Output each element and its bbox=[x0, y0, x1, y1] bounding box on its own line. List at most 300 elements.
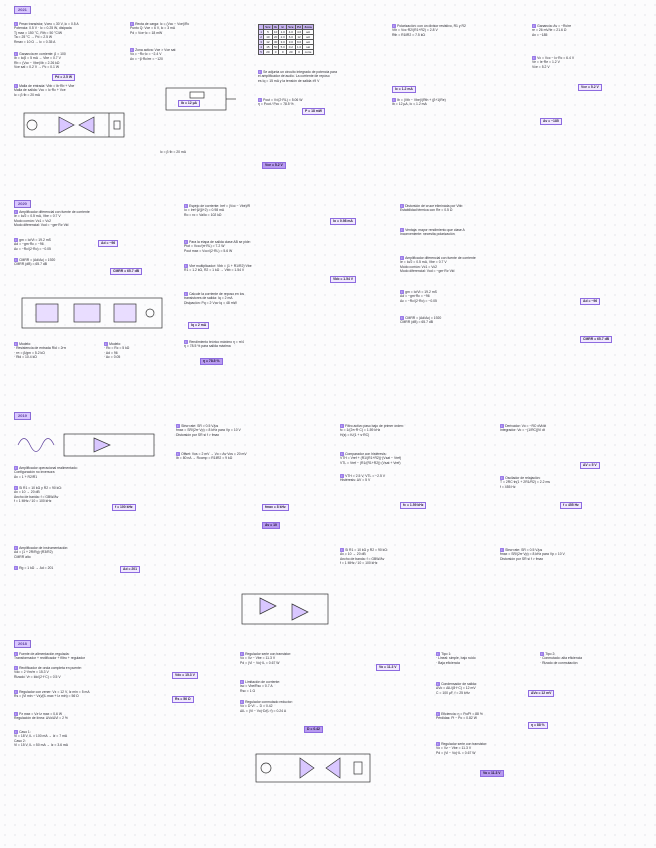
text-line-content: · Lineal: simple, bajo ruido bbox=[436, 656, 476, 661]
s3-result-box-2: f = 100 kHz bbox=[112, 504, 136, 511]
text-line-content: · Conmutado: alta eficiencia bbox=[540, 656, 583, 661]
s4-block-4 bbox=[14, 712, 224, 721]
table-header-cell: Ib bbox=[272, 25, 279, 30]
s2-result-box-6: Iq = 2 mA bbox=[188, 322, 209, 329]
text-line bbox=[532, 65, 644, 69]
table-cell: 0 bbox=[295, 50, 303, 55]
text-line-content: Histéresis: ΔV = 5 V bbox=[340, 478, 371, 483]
text-line-content: Malla de entrada: Vbb = Ib·Rb + Vbe bbox=[19, 84, 75, 88]
text-line-content: es Iq = 15 mA y la tensión de salida ±9 V bbox=[258, 78, 320, 83]
item-number-marker: • bbox=[541, 652, 543, 656]
table-header-cell: Pd bbox=[297, 25, 301, 29]
text-line-content: Caso 1: bbox=[19, 730, 31, 734]
text-line bbox=[184, 344, 384, 348]
text-line-content: Rizado: Vr = Idc/(2·f·C) = 0.5 V bbox=[14, 674, 61, 679]
text-line-content: Vbe multiplicador: Vbb = (1 + R1/R2)·Vbe bbox=[189, 264, 252, 268]
table-cell: 6.0 bbox=[287, 35, 296, 40]
text-line-content: gm = Ic/Vt = 19.2 mS bbox=[405, 290, 437, 294]
text-line-content: Isc = Vbe/Rsc = 0.7 A bbox=[240, 684, 273, 689]
table-cell: 0 bbox=[279, 50, 287, 55]
table-cell: 1.0 bbox=[280, 30, 285, 34]
text-line-content: Recta de carga: Ic = (Vcc − Vce)/Rc bbox=[135, 22, 190, 26]
s2-block-2 bbox=[14, 238, 174, 251]
text-line-content: Ta = 25 °C → Pd = 2.5 W bbox=[14, 35, 53, 40]
text-line-content: Ac = −Rc/(2·Ro) = −0.05 bbox=[14, 246, 51, 251]
text-line bbox=[14, 223, 174, 227]
text-line-content: · Resistencia de entrada Rid = 2rπ bbox=[14, 346, 67, 351]
text-line-content: CMRR (dB) = 65.7 dB bbox=[14, 262, 48, 267]
s2-result-box-2b: CMRR = 65.7 dB bbox=[580, 336, 612, 343]
item-number-marker: • bbox=[241, 652, 243, 656]
text-line bbox=[340, 561, 490, 565]
text-line bbox=[436, 661, 526, 665]
s3-result-box-5: ΔV = 5 V bbox=[580, 462, 600, 469]
item-number-marker: • bbox=[15, 210, 17, 214]
s3-block-2 bbox=[14, 486, 164, 504]
table-cell: 2 bbox=[260, 35, 262, 39]
text-line bbox=[500, 557, 642, 561]
s2-block-2b bbox=[400, 290, 640, 303]
text-line-content: Distorsión de cruce eliminada por Vbb bbox=[405, 204, 463, 208]
text-line-content: fmax = SR/(2π·Vp) = 8 kHz para Vp = 10 V bbox=[176, 428, 241, 433]
text-line-content: · Rizado de conmutación bbox=[540, 660, 578, 665]
text-line-content: Vce sat = 0.2 V → Pc = 0.1 W bbox=[14, 65, 60, 70]
text-line-content: Ad = (1 + 2R/Rg)·(R3/R2) bbox=[14, 550, 53, 555]
text-line bbox=[184, 213, 384, 217]
text-line-content: Rsc = 1 Ω bbox=[240, 688, 256, 693]
text-line-content: Regulación de línea: ΔVo/ΔVi = 2 % bbox=[14, 716, 68, 721]
text-line bbox=[240, 709, 420, 713]
s3-block-2b bbox=[340, 548, 490, 566]
text-line-content: ΔIL = (Vi − Vo)·D/(L·f) = 0.24 A bbox=[240, 708, 287, 713]
table-cell: 5 bbox=[264, 30, 273, 35]
text-line-content: Modo común: Vc1 = Vc2 bbox=[400, 264, 438, 269]
table-cell: 50 bbox=[273, 45, 278, 49]
text-line-content: Rg = 1 kΩ → Ad = 201 bbox=[19, 566, 54, 570]
text-line bbox=[104, 355, 179, 359]
item-number-marker: • bbox=[15, 52, 17, 56]
table-cell: 0 bbox=[272, 50, 279, 55]
text-line bbox=[340, 461, 490, 465]
item-number-marker: • bbox=[341, 424, 343, 428]
item-number-marker: • bbox=[185, 264, 187, 268]
item-number-marker: • bbox=[533, 24, 535, 28]
s1-block-3 bbox=[14, 84, 126, 97]
item-number-marker: • bbox=[533, 56, 535, 60]
table-header-cell: Zona bbox=[304, 25, 312, 29]
item-number-marker: • bbox=[437, 682, 439, 686]
text-line-content: VTH = Vref + (R1/(R1+R2))·(Vsat − Vref) bbox=[340, 456, 402, 461]
item-number-marker: • bbox=[401, 228, 403, 232]
text-line-content: Fuente de alimentación regulada: bbox=[19, 652, 70, 656]
text-line-content: Inconveniente: necesita polarización bbox=[400, 232, 455, 237]
table-cell: corte bbox=[304, 50, 312, 54]
text-line-content: Regulador serie con transistor: bbox=[245, 652, 292, 656]
text-line-content: Pd = Vce·Ic = 18 mW bbox=[130, 30, 163, 35]
s1-eq-line bbox=[160, 150, 280, 154]
text-line-content: · Rid = 10.4 kΩ bbox=[14, 355, 37, 360]
item-number-marker: • bbox=[393, 98, 395, 102]
section-tag-2020: 2020 bbox=[14, 200, 31, 208]
table-cell: 1.0 bbox=[296, 45, 302, 49]
text-line-content: Potencia: 0.5 V · Ic = 0.25 W, disipada bbox=[14, 26, 72, 31]
table-cell: 3.0 bbox=[287, 40, 296, 45]
text-line bbox=[130, 31, 245, 35]
item-number-marker: • bbox=[501, 424, 503, 428]
s1-block-11 bbox=[532, 56, 644, 69]
text-line-content: Se adjunta un circuito integrado de potencia para bbox=[263, 70, 337, 74]
s4-final-box: Vo = 11.3 V bbox=[480, 770, 504, 777]
text-line-content: Av = 1 + R2/R1 bbox=[14, 474, 38, 479]
text-line-content: Filtro activo paso bajo de primer orden: bbox=[345, 424, 404, 428]
text-line-content: gm = Ic/Vt = 19.2 mS bbox=[19, 238, 51, 242]
table-cell: 20 bbox=[264, 50, 273, 55]
table-cell: 12 bbox=[264, 40, 273, 45]
item-number-marker: • bbox=[15, 22, 17, 26]
text-line-content: Condensador de salida: bbox=[441, 682, 477, 686]
text-line-content: Ptot = Vcc²/(π·RL) = 7.2 W bbox=[184, 244, 225, 249]
item-number-marker: • bbox=[185, 240, 187, 244]
text-line-content: Rs = (Vi min − Vz)/(IL max + Iz min) = 56 Ω bbox=[14, 694, 79, 699]
text-line-content: Ad = −gm·Rc = −96 bbox=[400, 294, 430, 299]
item-number-marker: • bbox=[401, 290, 403, 294]
item-number-marker: • bbox=[15, 666, 17, 670]
text-line-content: η = Pout / Pcc = 78.5 % bbox=[258, 102, 294, 107]
text-line-content: Disipación: Pq = 2·Vcc·Iq = 48 mW bbox=[184, 300, 237, 305]
text-line bbox=[258, 79, 383, 83]
text-line-content: Ganancia en corriente: β = 100 bbox=[19, 52, 66, 56]
s1-circuit-b bbox=[160, 84, 240, 116]
table-cell: 3 bbox=[260, 40, 262, 44]
s1-result-box-4: P = 18 mW bbox=[302, 108, 325, 115]
table-cell: 10 bbox=[273, 30, 278, 34]
text-line-content: Rectificador de onda completa en puente: bbox=[19, 666, 82, 670]
s2-result-box-2: CMRR = 65.7 dB bbox=[110, 268, 142, 275]
s2-block-7 bbox=[184, 240, 384, 253]
s3-circuit-inst bbox=[236, 590, 336, 630]
text-line-content: Vth = Vcc·R2/(R1+R2) = 2.8 V bbox=[392, 28, 438, 33]
text-line-content: Distorsión por SR si f > fmax bbox=[500, 556, 544, 561]
s2-block-1b bbox=[400, 256, 640, 274]
text-line bbox=[14, 355, 89, 359]
text-line-content: Ventaja: mayor rendimiento que clase A bbox=[405, 228, 465, 232]
text-line-content: Comparador con histéresis: bbox=[345, 452, 387, 456]
s2-block-8 bbox=[184, 264, 384, 273]
s2-block-4 bbox=[184, 204, 384, 217]
text-line-content: Amplificador de instrumentación: bbox=[19, 546, 69, 550]
s3-block-8 bbox=[500, 424, 642, 433]
s1-result-box-1: Vce = 5.2 V bbox=[578, 84, 602, 91]
text-line-content: Calcule la corriente de reposo en los bbox=[189, 292, 245, 296]
s4-circuit-reg bbox=[250, 748, 380, 790]
text-line-content: Vo = D·Vi → D = 0.42 bbox=[240, 704, 273, 709]
s4-block-8 bbox=[240, 700, 420, 713]
table-cell: 0.2 bbox=[287, 45, 296, 50]
table-cell: 20 bbox=[287, 50, 296, 55]
table-cell: 4 bbox=[260, 45, 262, 49]
text-line bbox=[14, 716, 224, 720]
s1-block-8 bbox=[392, 24, 522, 37]
table-cell: sat bbox=[303, 45, 314, 50]
s3-result-box-6: f = 455 Hz bbox=[560, 502, 582, 509]
s4-block-6b bbox=[436, 742, 642, 755]
table-cell: 10 bbox=[264, 35, 273, 40]
s1-block-9 bbox=[392, 98, 522, 107]
text-line-content: η = 78.5 % para salida máxima bbox=[184, 344, 231, 349]
text-line-content: Vdc = 2·Vm/π = 15.3 V bbox=[14, 670, 49, 675]
table-cell: 3.0 bbox=[280, 40, 285, 44]
text-line bbox=[14, 499, 164, 503]
text-line-content: fmax = SR/(2π·Vp) = 8 kHz para Vp = 10 V bbox=[500, 552, 565, 557]
s4-block-1 bbox=[14, 652, 224, 661]
text-line bbox=[436, 751, 642, 755]
text-line-content: Slew rate: SR = 0.5 V/µs bbox=[181, 424, 219, 428]
s3-block-7 bbox=[340, 474, 490, 483]
s2-block-10 bbox=[184, 340, 384, 349]
text-line bbox=[14, 475, 164, 479]
text-line bbox=[14, 656, 224, 660]
text-line-content: Eficiencia: η = Po/Pi = 88 % bbox=[441, 712, 483, 716]
text-line-content: Rth = R1‖R2 = 7.5 kΩ bbox=[392, 32, 425, 37]
table-cell: act bbox=[303, 35, 314, 40]
table-cell: 1 bbox=[260, 30, 262, 34]
item-number-marker: • bbox=[15, 84, 17, 88]
text-line-content: Offset: Vos = 2 mV → Vo = Av·Vos = 20 mV bbox=[181, 452, 247, 456]
text-line-content: Pd = (Vi − Vo)·IL = 0.67 W bbox=[240, 660, 280, 665]
s1-result-box-6: Pd = 2.5 W bbox=[52, 74, 75, 81]
item-number-marker: • bbox=[437, 742, 439, 746]
s2-result-box-5: η = 78.5 % bbox=[200, 358, 223, 365]
text-line bbox=[14, 566, 174, 570]
table-cell: 15 bbox=[264, 45, 273, 50]
text-line-content: Si R1 = 10 kΩ y R2 = 90 kΩ: bbox=[345, 548, 388, 552]
text-line-content: CMRR = |Ad/Ac| = 1920 bbox=[405, 316, 442, 320]
text-line-content: R1 = 1.2 kΩ, R2 = 1 kΩ → Vbb = 1.54 V bbox=[184, 268, 245, 273]
item-number-marker: • bbox=[393, 24, 395, 28]
s2-circuit-diff bbox=[14, 292, 174, 336]
text-line-content: Tipo 2: bbox=[545, 652, 556, 656]
text-line-content: Tipo 1: bbox=[441, 652, 452, 656]
item-number-marker: • bbox=[259, 70, 261, 74]
text-line bbox=[240, 689, 420, 693]
s1-block-2 bbox=[14, 52, 126, 70]
s4-block-10 bbox=[436, 652, 526, 665]
text-line-content: Ie = Io/2 = 0.5 mA, Vbe = 0.7 V bbox=[14, 214, 61, 219]
s1-block-6 bbox=[258, 70, 383, 83]
text-line-content: Espejo de corriente: Iref = (Vcc − Vbe)/R bbox=[189, 204, 251, 208]
text-line-content: Integrador: Vo = −(1/RC)∫Vi dt bbox=[500, 428, 545, 433]
s2-block-11 bbox=[400, 204, 640, 213]
text-line bbox=[392, 33, 522, 37]
text-line bbox=[532, 33, 644, 37]
item-number-marker: • bbox=[105, 342, 107, 346]
text-line bbox=[500, 485, 642, 489]
text-line-content: Rendimiento teórico máximo η = π/4 bbox=[189, 340, 244, 344]
text-line bbox=[176, 456, 326, 460]
text-line bbox=[184, 268, 384, 272]
table-cell: 5.0 bbox=[280, 45, 285, 49]
text-line bbox=[500, 428, 642, 432]
table-cell: 12 bbox=[295, 35, 303, 40]
s1-eq-text: Ic = β·Ib = 20 mA bbox=[160, 150, 187, 154]
text-line bbox=[14, 40, 126, 44]
s2-block-3 bbox=[14, 258, 174, 267]
text-line bbox=[340, 433, 490, 437]
table-cell: 30 bbox=[273, 40, 278, 44]
item-number-marker: • bbox=[15, 712, 17, 716]
s3-block-3 bbox=[176, 424, 326, 437]
text-line-content: Polarización: con un divisor resistivo, R1 y R2 bbox=[397, 24, 466, 28]
s1-table-body bbox=[259, 30, 314, 55]
item-number-marker: • bbox=[341, 474, 343, 478]
text-line-content: Vo = Vz − Vbe = 11.3 V bbox=[436, 746, 472, 751]
s3-result-box-7: Ad = 201 bbox=[120, 566, 140, 573]
table-row bbox=[259, 50, 314, 55]
text-line-content: transistores de salida: Iq = 2 mA bbox=[184, 296, 233, 301]
text-line-content: Ac = −Rc/(2·Ro) = −0.05 bbox=[400, 298, 437, 303]
text-line bbox=[14, 555, 174, 559]
item-number-marker: • bbox=[501, 476, 503, 480]
item-number-marker: • bbox=[501, 548, 503, 552]
text-line-content: f = 1 MHz / 10 = 100 kHz bbox=[14, 499, 52, 504]
text-line-content: Estabilidad térmica con Re = 0.5 Ω bbox=[400, 208, 453, 213]
text-line-content: Av = 10 → 20 dB bbox=[14, 490, 40, 495]
s4-block-7 bbox=[240, 680, 420, 693]
table-header-cell: Vce bbox=[288, 25, 294, 29]
text-line-content: Pz max = Vz·Iz max = 0.6 W bbox=[19, 712, 63, 716]
text-line-content: Av = 10 → 20 dB bbox=[340, 552, 366, 557]
table-cell: 2.0 bbox=[280, 35, 285, 39]
s3-result-box-3: fmax = 8 kHz bbox=[262, 504, 289, 511]
item-number-marker: • bbox=[185, 204, 187, 208]
item-number-marker: • bbox=[15, 566, 17, 570]
text-line-content: · Ro = Rc = 5 kΩ bbox=[104, 346, 130, 351]
s4-block-11 bbox=[540, 652, 640, 665]
s3-block-3b bbox=[500, 548, 642, 561]
s2-block-6 bbox=[104, 342, 179, 360]
text-line-content: f = 1 MHz / 10 = 100 kHz bbox=[340, 561, 378, 566]
s1-block-5 bbox=[130, 48, 245, 61]
text-line-content: Ancho de banda: f = GBW/Av bbox=[14, 494, 59, 499]
text-line-content: Ro = ro = Va/Io = 102 kΩ bbox=[184, 212, 222, 217]
text-line-content: Para la etapa de salida clase AB se pide: bbox=[189, 240, 251, 244]
section-tag-2018: 2018 bbox=[14, 640, 31, 648]
text-line-content: el amplificador de audio. La corriente de reposo bbox=[258, 74, 330, 79]
text-line-content: Pout max = Vcc²/(2·RL) = 5.6 W bbox=[184, 248, 233, 253]
text-line bbox=[400, 208, 640, 212]
item-number-marker: • bbox=[15, 546, 17, 550]
text-line-content: Amplificador operacional realimentado: bbox=[19, 466, 78, 470]
item-number-marker: • bbox=[15, 342, 17, 346]
text-line-content: Distorsión por SR si f > fmax bbox=[176, 432, 220, 437]
text-line bbox=[14, 65, 126, 69]
text-line-content: Amplificador diferencial con fuente de corriente bbox=[19, 210, 90, 214]
text-line-content: Modo diferencial: Vod = −gm·Rc·Vid bbox=[400, 269, 455, 274]
text-line-content: Pd = (Vi − Vo)·IL = 0.67 W bbox=[436, 750, 476, 755]
text-line-content: Ib = 12 µA, Ic = 1.2 mA bbox=[392, 102, 427, 107]
s2-block-1 bbox=[14, 210, 174, 228]
section-tag-2021: 2021 bbox=[14, 6, 31, 14]
item-number-marker: • bbox=[15, 238, 17, 242]
text-line bbox=[400, 320, 640, 324]
item-number-marker: • bbox=[341, 452, 343, 456]
text-line-content: · rπ = β/gm = 5.2 kΩ bbox=[14, 350, 45, 355]
table-cell: 4.0 bbox=[287, 30, 296, 35]
text-line-content: Ve = Ie·Re = 1.2 V bbox=[532, 60, 560, 65]
text-line bbox=[14, 247, 174, 251]
item-number-marker: • bbox=[401, 204, 403, 208]
text-line bbox=[184, 249, 384, 253]
s4-result-box-4: D = 0.42 bbox=[304, 726, 323, 733]
text-line-content: Malla de salida: Vcc = Ic·Rc + Vce bbox=[14, 88, 66, 93]
text-line-content: Vce = 5.2 V bbox=[532, 64, 550, 69]
item-number-marker: • bbox=[401, 256, 403, 260]
text-line bbox=[258, 102, 383, 106]
s1-result-box-3: Ic = 1.2 mA bbox=[392, 86, 416, 93]
s2-result-box-1: Ad = −96 bbox=[98, 240, 118, 247]
text-line-content: Ie = Io/2 = 0.5 mA, Vbe = 0.7 V bbox=[400, 260, 447, 265]
text-line bbox=[540, 661, 640, 665]
item-number-marker: • bbox=[241, 680, 243, 684]
text-line-content: Pérdidas: Pi − Po = 0.82 W bbox=[436, 716, 477, 721]
s3-block-11 bbox=[14, 566, 174, 570]
item-number-marker: • bbox=[259, 98, 261, 102]
s4-result-box-2: Rs = 56 Ω bbox=[172, 696, 194, 703]
text-line-content: Ancho de banda: f = GBW/Av bbox=[340, 556, 385, 561]
s1-block-7 bbox=[258, 98, 383, 107]
text-line-content: Ad = −gm·Rc = −96 bbox=[14, 242, 44, 247]
text-line bbox=[392, 102, 522, 106]
s2-block-12 bbox=[400, 228, 640, 237]
table-cell: act bbox=[303, 30, 314, 35]
table-cell: 9.0 bbox=[296, 40, 302, 44]
text-line bbox=[436, 716, 642, 720]
item-number-marker: • bbox=[437, 712, 439, 716]
text-line bbox=[14, 262, 174, 266]
item-number-marker: • bbox=[241, 700, 243, 704]
s4-result-box-6: ΔVo = 12 mV bbox=[528, 690, 554, 697]
s3-block-10 bbox=[14, 546, 174, 559]
s3-result-box-1: Av = 10 bbox=[262, 522, 280, 529]
text-line-content: · Ac = 0.05 bbox=[104, 355, 121, 360]
item-number-marker: • bbox=[177, 424, 179, 428]
section-tag-2019: 2019 bbox=[14, 412, 31, 420]
text-line-content: Caso 2: bbox=[14, 738, 26, 743]
text-line-content: Io = Iref·β/(β+2) = 0.98 mA bbox=[184, 208, 225, 213]
s4-block-5 bbox=[14, 730, 224, 748]
table-cell: 5 bbox=[260, 50, 262, 54]
s4-block-12 bbox=[436, 712, 642, 721]
text-line-content: Derivador: Vo = −RC·dVi/dt bbox=[505, 424, 547, 428]
s1-block-10 bbox=[532, 24, 644, 37]
item-number-marker: • bbox=[15, 466, 17, 470]
text-line-content: Ganancia: Av = −Rc/re bbox=[537, 24, 572, 28]
item-number-marker: • bbox=[15, 258, 17, 262]
text-line bbox=[130, 57, 245, 61]
text-line-content: Pmax transistor, Vceo = 30 V, Ic = 0.5 A bbox=[19, 22, 79, 26]
s4-result-box-5: η = 88 % bbox=[528, 722, 548, 729]
text-line-content: Amplificador diferencial con fuente de corriente bbox=[405, 256, 476, 260]
item-number-marker: • bbox=[131, 22, 133, 26]
item-number-marker: • bbox=[185, 292, 187, 296]
item-number-marker: • bbox=[15, 690, 17, 694]
text-line-content: Regulador con zener: Vz = 12 V, Iz min = 5 mA bbox=[19, 690, 90, 694]
item-number-marker: • bbox=[15, 486, 17, 490]
text-line-content: Vc = Vcc − Ic·Rc = 6.4 V bbox=[537, 56, 575, 60]
text-line bbox=[400, 269, 640, 273]
s1-block-4 bbox=[130, 22, 245, 35]
text-line-content: Rmax = 10 Ω → Ic = 0.35 A bbox=[14, 39, 56, 44]
